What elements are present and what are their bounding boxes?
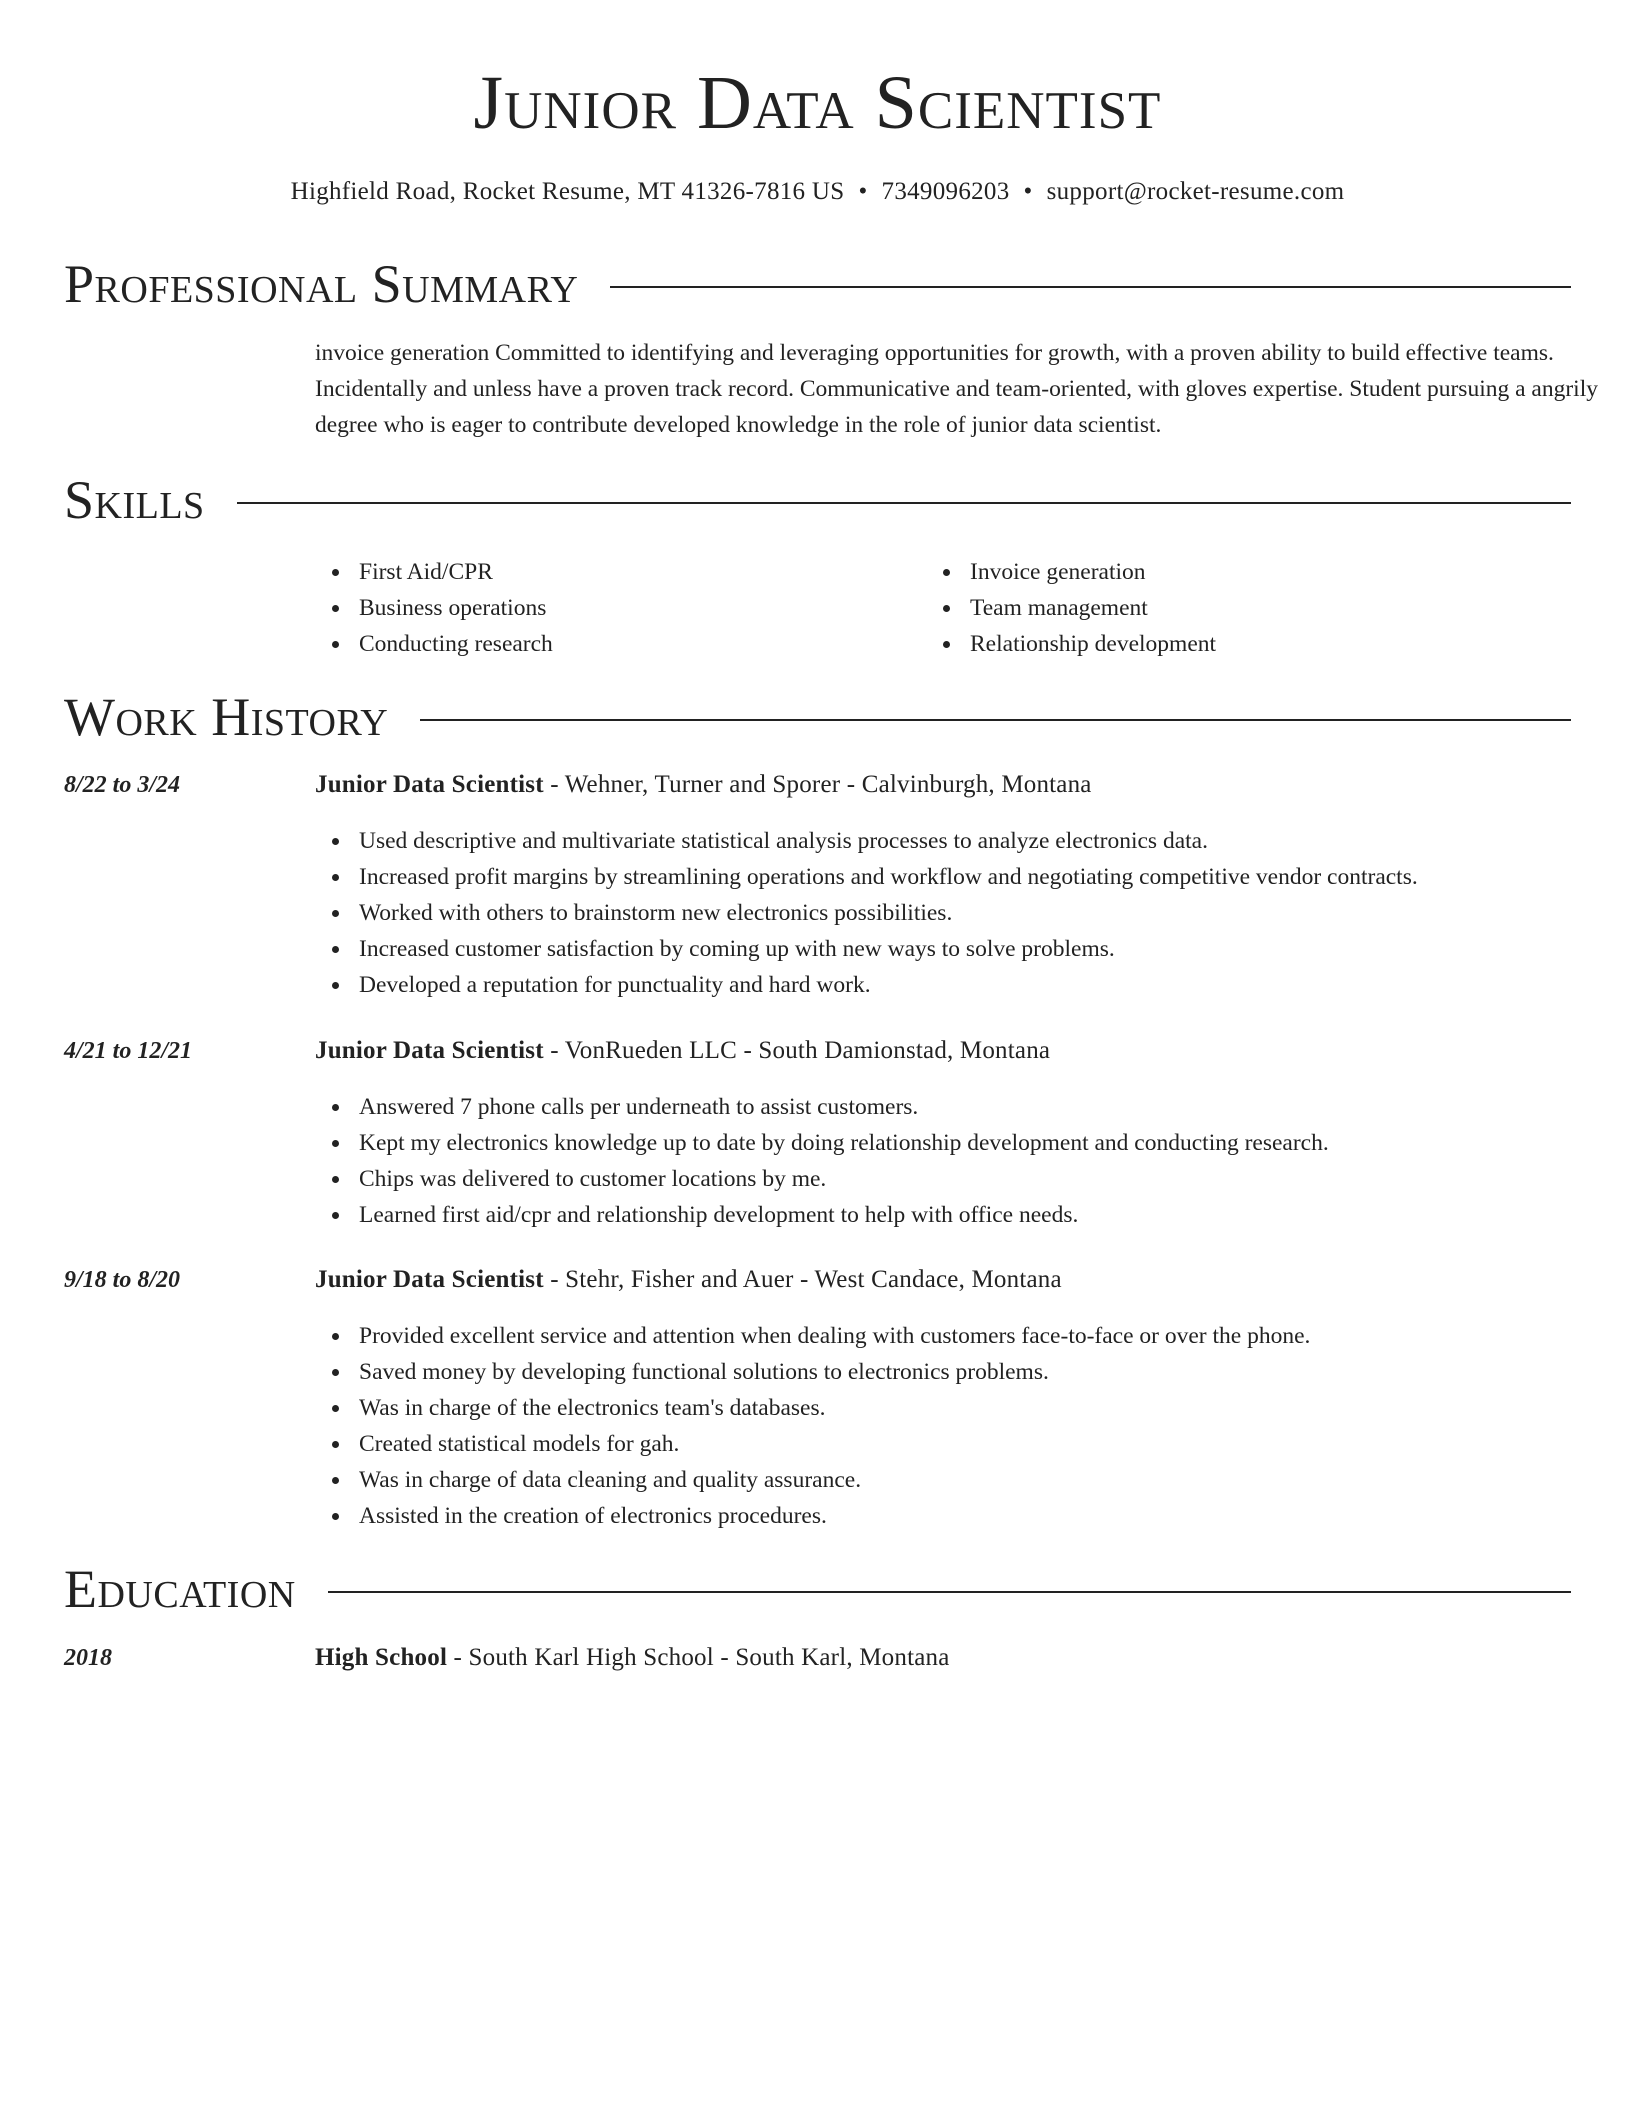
responsibility-item: Used descriptive and multivariate statistical analysis processes to analyze electronics data. [359, 823, 1418, 859]
job-responsibilities [315, 1089, 1329, 1233]
job-employer: - Stehr, Fisher and Auer - West Candace, Montana [543, 1266, 1062, 1293]
education-school: - South Karl High School - South Karl, Montana [447, 1644, 950, 1671]
job-heading [315, 1264, 1062, 1296]
skills-column-left [315, 554, 553, 662]
job-dates: 8/22 to 3/24 [64, 772, 181, 798]
job-role: Junior Data Scientist [315, 771, 544, 798]
contact-address: Highfield Road, Rocket Resume, MT 41326-7816 US [290, 178, 845, 205]
responsibility-item: Worked with others to brainstorm new electronics possibilities. [359, 895, 1418, 931]
section-divider [237, 502, 1571, 504]
skill-item: Relationship development [970, 626, 1216, 662]
section-divider [328, 1591, 1571, 1593]
responsibility-item: Provided excellent service and attention when dealing with customers face-to-face or over the phone. [359, 1318, 1310, 1354]
summary-text: invoice generation Committed to identifying and leveraging opportunities for growth, with a proven ability to build effective teams. Incidentally and unless have a proven track record. Communicative and team-oriented, with gloves expertise. Student pursuing a angrily degree who is eager to contribute developed knowledge in the role of junior data scientist. [315, 340, 1598, 438]
responsibility-item: Increased customer satisfaction by coming up with new ways to solve problems. [359, 931, 1418, 967]
job-role: Junior Data Scientist [315, 1266, 544, 1293]
section-divider [420, 719, 1571, 721]
candidate-name: Junior Data Scientist [473, 61, 1162, 145]
job-dates: 4/21 to 12/21 [64, 1038, 193, 1064]
work-section-title: Work History [64, 687, 389, 747]
education-year: 2018 [64, 1645, 112, 1671]
responsibility-item: Kept my electronics knowledge up to date by doing relationship development and conducting research. [359, 1125, 1329, 1161]
job-heading [315, 769, 1092, 801]
contact-separator: • [1023, 178, 1033, 205]
summary-section-title: Professional Summary [64, 254, 579, 314]
responsibility-item: Created statistical models for gah. [359, 1426, 1310, 1462]
responsibility-item: Assisted in the creation of electronics procedures. [359, 1498, 1310, 1534]
job-responsibilities [315, 823, 1418, 1003]
responsibility-item: Developed a reputation for punctuality and hard work. [359, 967, 1418, 1003]
section-divider [610, 286, 1571, 288]
job-dates: 9/18 to 8/20 [64, 1267, 181, 1293]
education-section-header [64, 1557, 1571, 1621]
responsibility-item: Was in charge of data cleaning and quality assurance. [359, 1462, 1310, 1498]
responsibility-item: Increased profit margins by streamlining operations and workflow and negotiating competitive vendor contracts. [359, 859, 1418, 895]
contact-line [64, 176, 1571, 208]
job-employer: - VonRueden LLC - South Damionstad, Montana [543, 1037, 1051, 1064]
responsibility-item: Chips was delivered to customer locations by me. [359, 1161, 1329, 1197]
summary-section-header [64, 252, 1571, 316]
skill-item: First Aid/CPR [359, 554, 553, 590]
education-heading [315, 1642, 950, 1674]
skills-column-right [926, 554, 1216, 662]
skill-item: Conducting research [359, 626, 553, 662]
responsibility-item: Saved money by developing functional solutions to electronics problems. [359, 1354, 1310, 1390]
skill-item: Team management [970, 590, 1216, 626]
education-degree: High School [315, 1644, 448, 1671]
job-employer: - Wehner, Turner and Sporer - Calvinburgh, Montana [543, 771, 1092, 798]
responsibility-item: Was in charge of the electronics team's databases. [359, 1390, 1310, 1426]
contact-phone: 7349096203 [881, 178, 1010, 205]
contact-email[interactable]: support@rocket-resume.com [1046, 178, 1345, 205]
job-heading [315, 1035, 1050, 1067]
job-role: Junior Data Scientist [315, 1037, 544, 1064]
responsibility-item: Learned first aid/cpr and relationship development to help with office needs. [359, 1197, 1329, 1233]
skill-item: Invoice generation [970, 554, 1216, 590]
skills-section-header [64, 468, 1571, 532]
job-responsibilities [315, 1318, 1310, 1534]
education-section-title: Education [64, 1559, 296, 1619]
responsibility-item: Answered 7 phone calls per underneath to assist customers. [359, 1089, 1329, 1125]
skill-item: Business operations [359, 590, 553, 626]
work-section-header [64, 685, 1571, 749]
skills-section-title: Skills [64, 470, 205, 530]
contact-separator: • [858, 178, 868, 205]
